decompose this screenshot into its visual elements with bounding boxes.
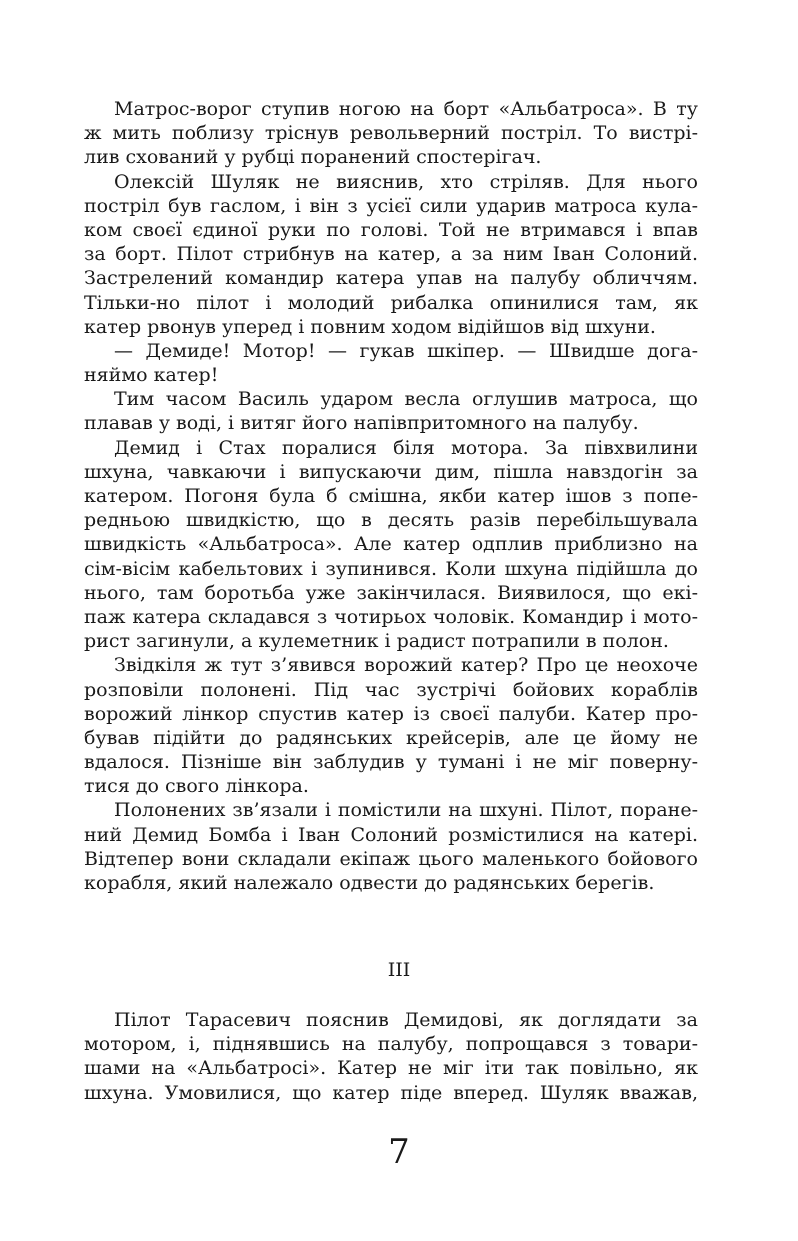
text-line: катер рвонув уперед і повним ходом відійшов від шхуни. [84,315,656,338]
text-line: сім-вісім кабельтових і зупинився. Коли шхуна підійшла до [84,557,698,580]
paragraph [84,1008,698,1105]
paragraph [84,97,698,170]
paragraph [84,387,698,435]
text-line: шхуна, чавкаючи і випускаючи дим, пішла навздогін за [84,460,698,483]
text-line: нього, там боротьба уже закінчилася. Виявилося, що екі- [84,581,698,604]
text-line: швидкість «Альбатроса». Але катер одплив приблизно на [84,533,698,556]
text-line: Відтепер вони складали екіпаж цього маленького бойового [84,847,698,870]
text-line: Застрелений командир катера упав на палубу обличчям. [84,267,698,290]
text-block-section [84,1008,698,1105]
text-line: шхуна. Умовилися, що катер піде вперед. Шуляк вважав, [84,1081,698,1104]
paragraph [84,170,698,339]
page-number: 7 [388,1132,410,1172]
text-line: постріл був гаслом, і він з усієї сили ударив матроса кула- [84,194,698,217]
paragraph [84,798,698,895]
text-line: бував підійти до радянських крейсерів, але це йому не [84,726,698,749]
text-line: Тим часом Василь ударом весла оглушив матроса, що [114,388,698,411]
text-line: Демид і Стах поралися біля мотора. За півхвилини [114,436,698,459]
text-line: Тільки-но пілот і молодий рибалка опинилися там, як [84,291,698,314]
text-line: Олексій Шуляк не вияснив, хто стріляв. Для нього [114,170,698,193]
text-line: редньою швидкістю, що в десять разів перебільшувала [84,509,698,532]
text-line: плавав у воді, і витяг його напівпритомного на палубу. [84,412,639,435]
paragraph [84,653,698,798]
text-line: паж катера складався з чотирьох чоловік. Командир і мото- [84,605,698,628]
text-line: катером. Погоня була б смішна, якби катер ішов з попе- [84,485,698,507]
text-line: тися до свого лінкора. [84,775,309,798]
text-line: Звідкіля ж тут з’явився ворожий катер? Про це неохоче [114,654,698,677]
paragraph [84,339,698,387]
paragraph [84,436,698,654]
text-line: мотором, і, піднявшись на палубу, попрощався з товари- [84,1033,698,1056]
text-line: Матрос-ворог ступив ногою на борт «Альбатроса». В ту [114,98,698,120]
text-line: шами на «Альбатросі». Катер не міг іти так повільно, як [84,1057,698,1080]
text-line: розповіли полонені. Під час зустрічі бойових кораблів [84,678,698,701]
text-line: вдалося. Пізніше він заблудив у тумані і не міг поверну- [84,751,698,774]
text-line: рист загинули, а кулеметник і радист потрапили в полон. [84,630,669,653]
text-line: ж мить поблизу тріснув револьверний постріл. То вистрі- [84,122,698,145]
text-line: ком своєї єдиної руки по голові. Той не втримався і впав [84,218,698,241]
section-heading: III [387,959,411,981]
text-line: Пілот Тарасевич пояснив Демидові, як доглядати за [114,1009,698,1031]
text-block-main [84,97,698,895]
text-line: лив схований у рубці поранений спостерігач. [84,146,542,169]
text-line: корабля, який належало одвести до радянських берегів. [84,872,655,894]
text-line: — Демиде! Мотор! — гукав шкіпер. — Швидше дога- [114,339,698,362]
text-line: ний Демид Бомба і Іван Солоний розмістилися на катері. [84,823,698,846]
text-line: за борт. Пілот стрибнув на катер, а за ним Іван Солоний. [84,243,698,266]
text-line: Полонених зв’язали і помістили на шхуні. Пілот, поране- [114,799,698,822]
text-line: няймо катер! [84,364,219,387]
text-line: ворожий лінкор спустив катер із своєї палуби. Катер про- [84,702,698,725]
